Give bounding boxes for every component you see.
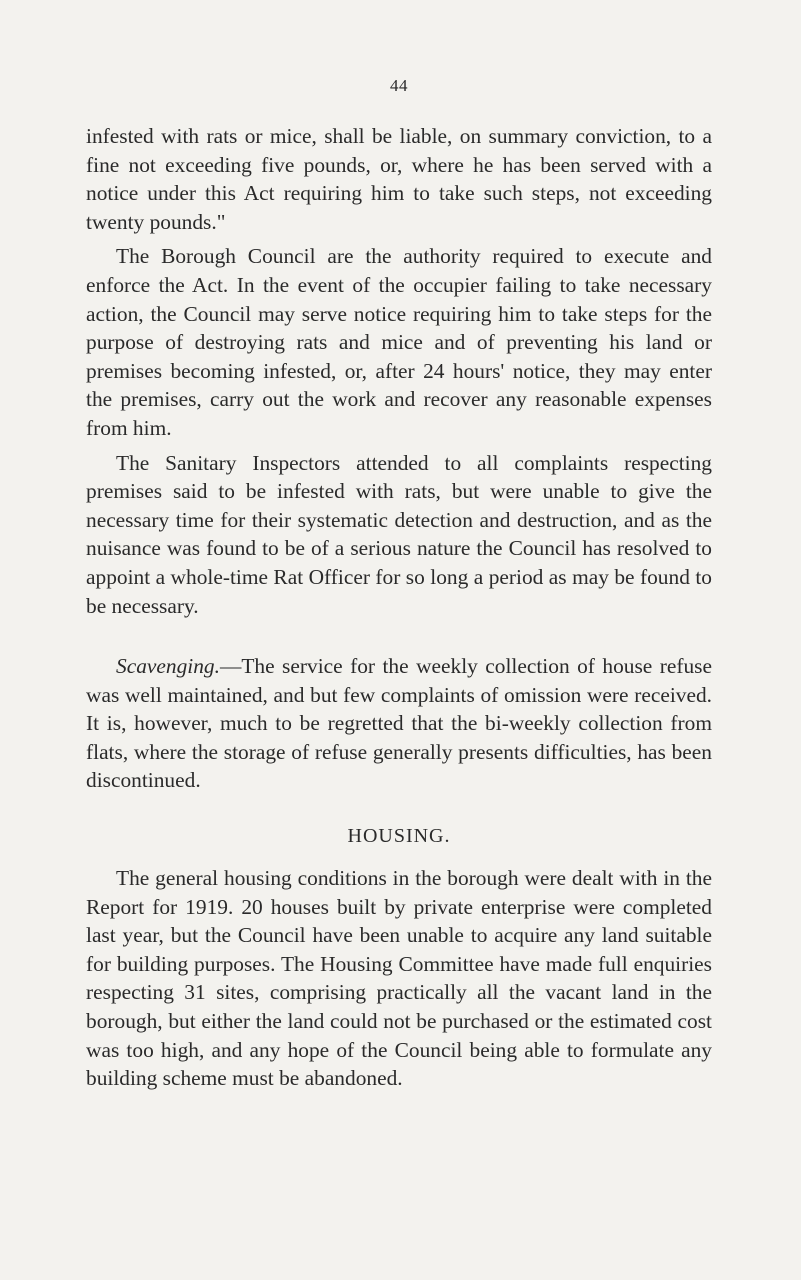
paragraph-continuation: infested with rats or mice, shall be liable, on summary conviction, to a fine not exceeding five pounds, or, where he has been served with a notice under this Act requiring him to take such steps, not exceeding twenty pounds.": [86, 124, 712, 234]
page-number: 44: [390, 76, 408, 95]
section-heading-housing: HOUSING.: [347, 825, 451, 848]
paragraph-housing: The general housing conditions in the borough were dealt with in the Report for 1919. 20 houses built by private enterprise were completed last year, but the Council have been unable to acquire any land suitable for building purposes. The Housing Committee have made full enquiries respecting 31 sites, comprising practically all the vacant land in the borough, but either the land could not be purchased or the estimated cost was too high, and any hope of the Council being able to formulate any building scheme must be abandoned.: [86, 866, 712, 1091]
paragraph-borough-council: The Borough Council are the authority required to execute and enforce the Act. In the event of the occupier failing to take necessary action, the Council may serve notice requiring him to take steps for the purpose of destroying rats and mice and of preventing his land or premises becoming infested, or, after 24 hours' notice, they may enter the premises, carry out the work and recover any reasonable expenses from him.: [86, 244, 712, 440]
document-page: [86, 76, 712, 1093]
paragraph-scavenging: [86, 652, 712, 795]
paragraph-sanitary-inspectors: The Sanitary Inspectors attended to all complaints respecting premises said to be infested with rats, but were unable to give the necessary time for their systematic detection and destruction, and as the nuisance was found to be of a serious nature the Council has resolved to appoint a whole-time Rat Officer for so long a period as may be found to be necessary.: [86, 450, 712, 618]
scavenging-text: —The service for the weekly collection of house refuse was well maintained, and but few complaints of omission were received. It is, however, much to be regretted that the bi-weekly collection from flats, where the storage of refuse generally presents difficulties, has been discontinued.: [86, 654, 712, 793]
scavenging-run-in-heading: Scavenging.: [116, 654, 220, 679]
